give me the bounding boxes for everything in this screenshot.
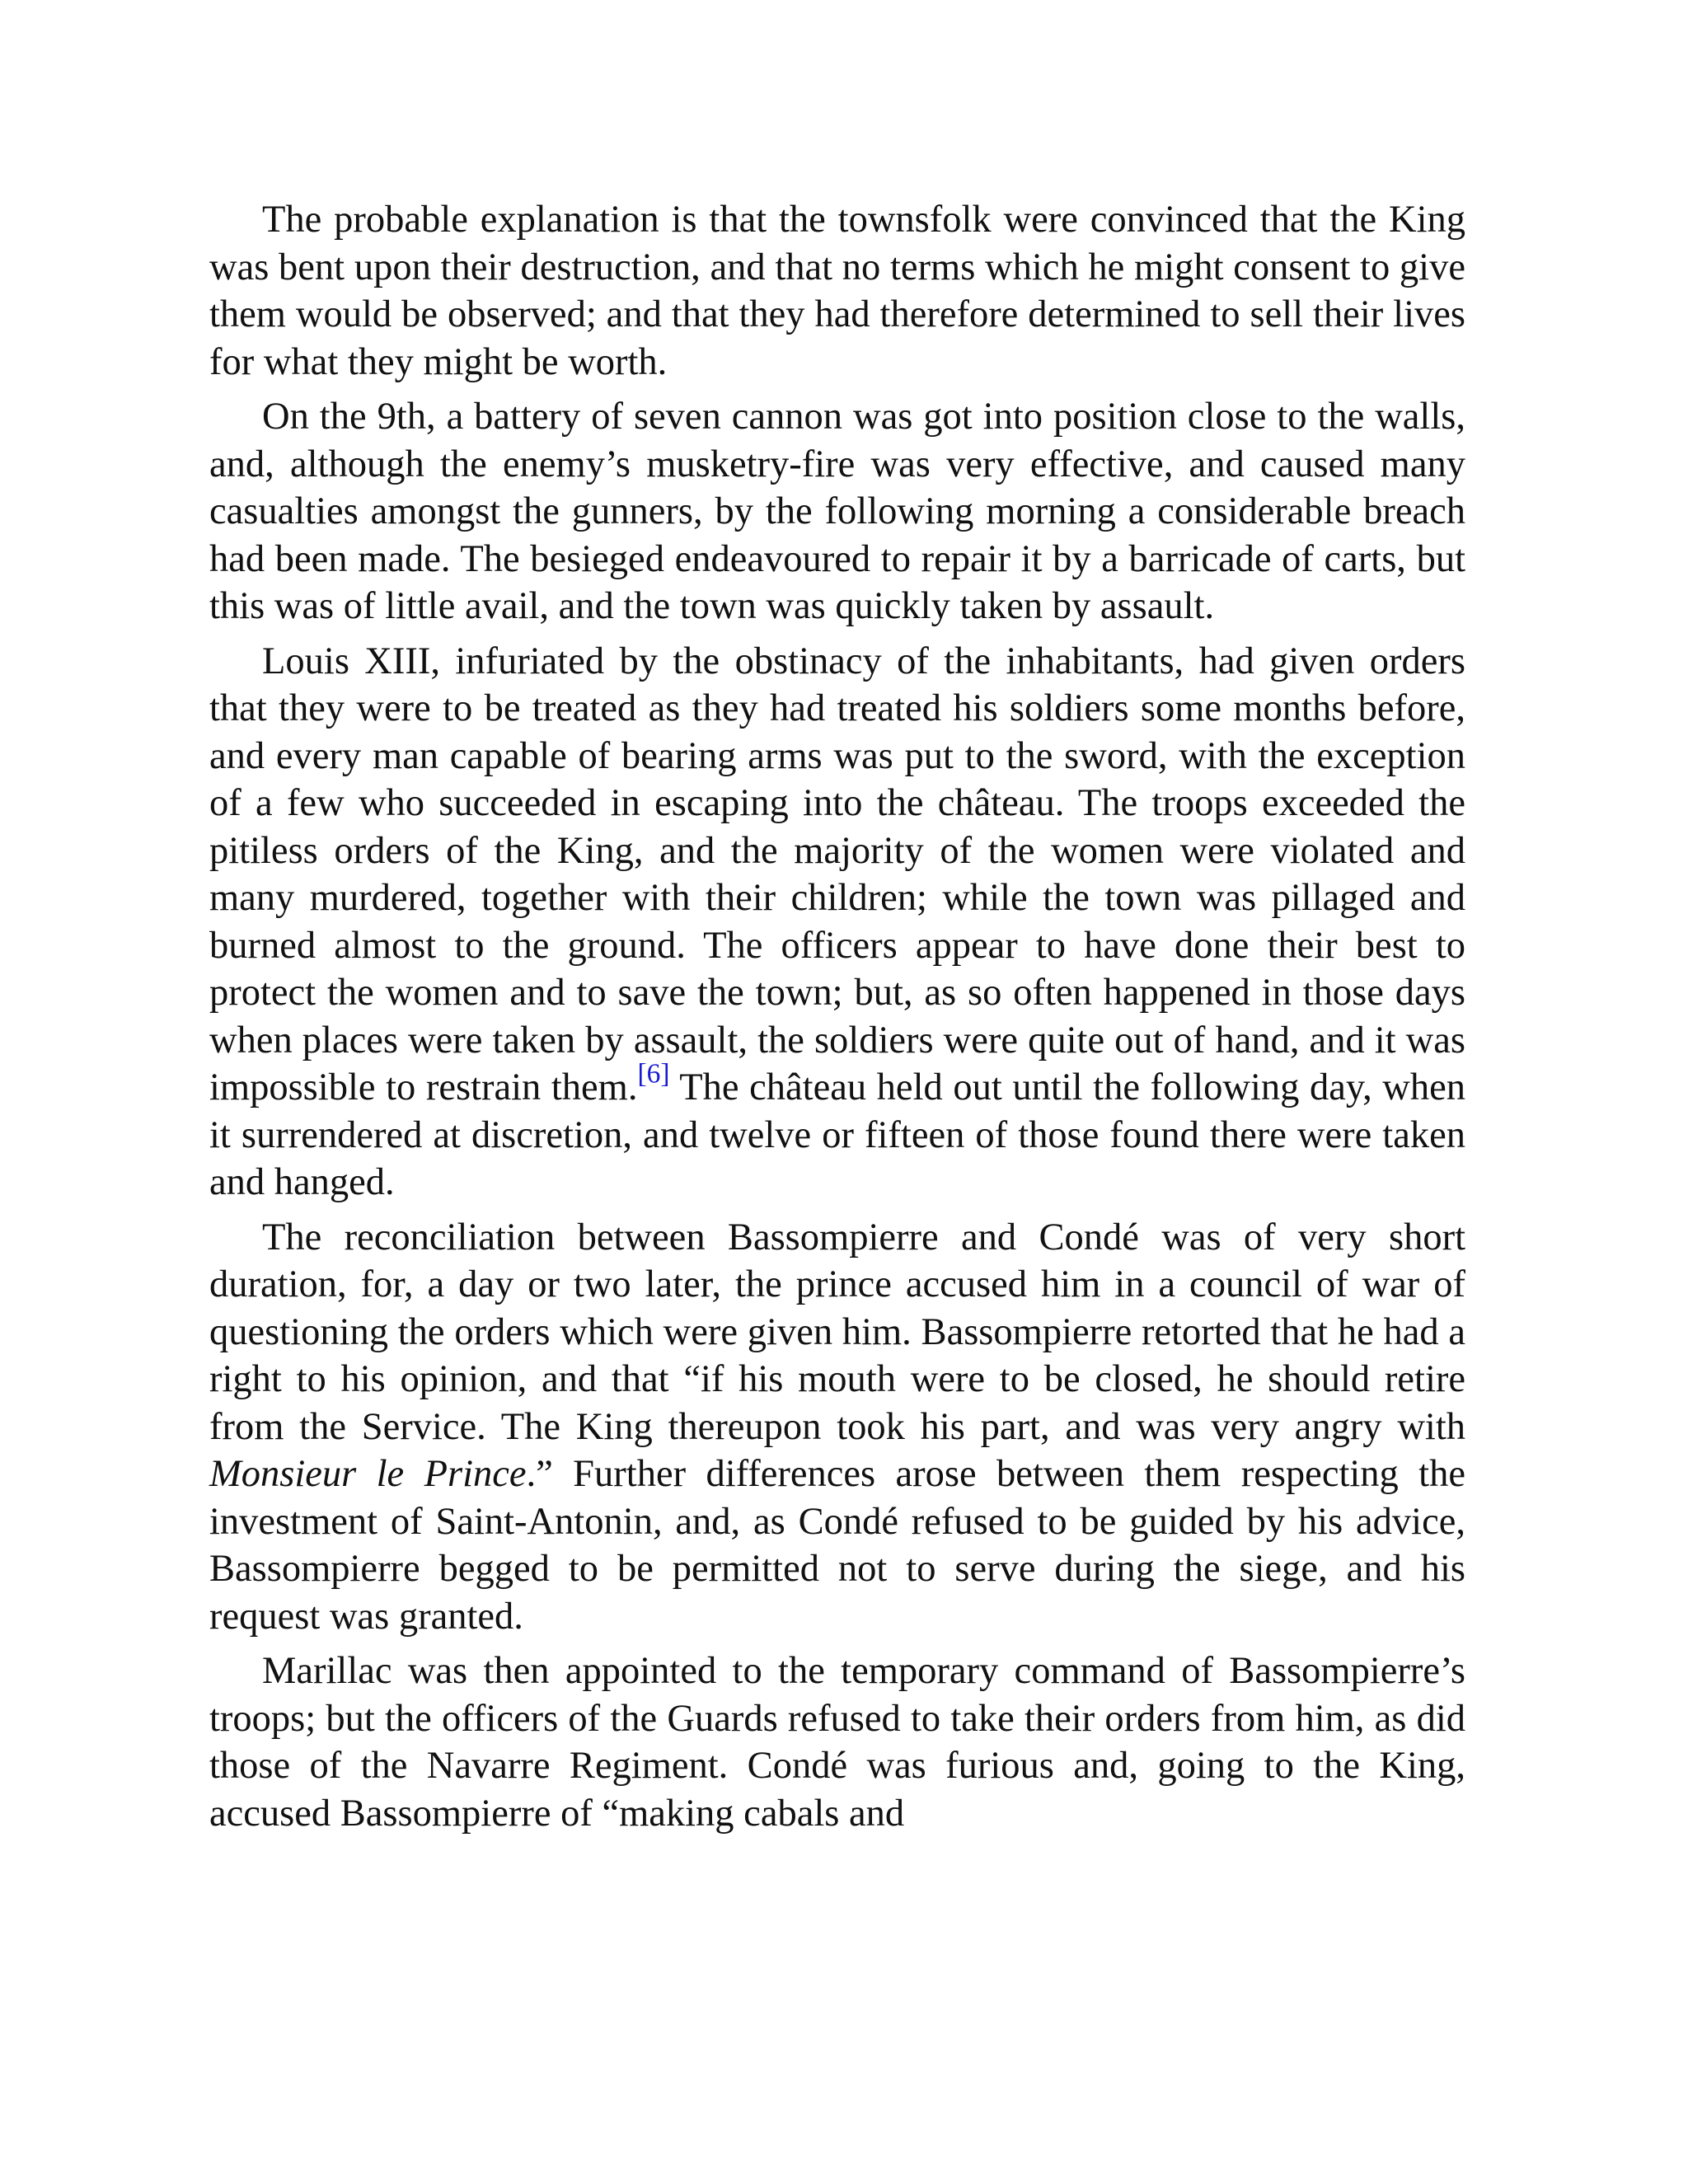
paragraph-text: The probable explanation is that the townsfolk were convinced that the King was bent upon their destruction, and that no terms which he might consent to give them would be observed; and that they had therefore determined to sell their lives for what they might be worth.: [209, 199, 1465, 383]
paragraph-3: [209, 638, 1465, 1207]
paragraph-text: On the 9th, a battery of seven cannon was got into position close to the walls, and, although the enemy’s musketry-fire was very effective, and caused many casualties amongst the gunners, by the following morning a considerable breach had been made. The besieged endeavoured to repair it by a barricade of carts, but this was of little avail, and the town was quickly taken by assault.: [209, 396, 1465, 627]
paragraph-text: Louis XIII, infuriated by the obstinacy of the inhabitants, had given orders that they were to be treated as they had treated his soldiers some months before, and every man capable of bearing arms was put to the sword, with the exception of a few who succeeded in escaping into the château. The troops exceeded the pitiless orders of the King, and the majority of the women were violated and many murdered, together with their children; while the town was pillaged and burned almost to the ground. The officers appear to have done their best to protect the women and to save the town; but, as so often happened in those days when places were taken by assault, the soldiers were quite out of hand, and it was impossible to restrain them.: [209, 640, 1465, 1108]
paragraph-4: [209, 1214, 1465, 1641]
page-body: [209, 196, 1465, 1844]
paragraph-text: .” Further differences arose between them respecting the investment of Saint-Antonin, and, as Condé refused to be guided by his advice, Bassompierre begged to be permitted not to serve during the siege, and his request was granted.: [209, 1453, 1465, 1638]
italic-title: Monsieur le Prince: [209, 1453, 527, 1495]
paragraph-5: [209, 1647, 1465, 1837]
footnote-link-6[interactable]: [6]: [637, 1058, 670, 1090]
paragraph-text: The reconciliation between Bassompierre and Condé was of very short duration, for, a day or two later, the prince accused him in a council of war of questioning the orders which were given him. Bassompierre retorted that he had a right to his opinion, and that “if his mouth were to be closed, he should retire from the Service. The King thereupon took his part, and was very angry with: [209, 1216, 1465, 1448]
paragraph-text: Marillac was then appointed to the temporary command of Bassompierre’s troops; but the officers of the Guards refused to take their orders from him, as did those of the Navarre Regiment. Condé was furious and, going to the King, accused Bassompierre of “making cabals and: [209, 1650, 1465, 1835]
paragraph-text: The château held out until the following day, when it surrendered at discretion, and twelve or fifteen of those found there were taken and hanged.: [209, 1066, 1465, 1203]
paragraph-1: [209, 196, 1465, 386]
paragraph-2: [209, 393, 1465, 630]
